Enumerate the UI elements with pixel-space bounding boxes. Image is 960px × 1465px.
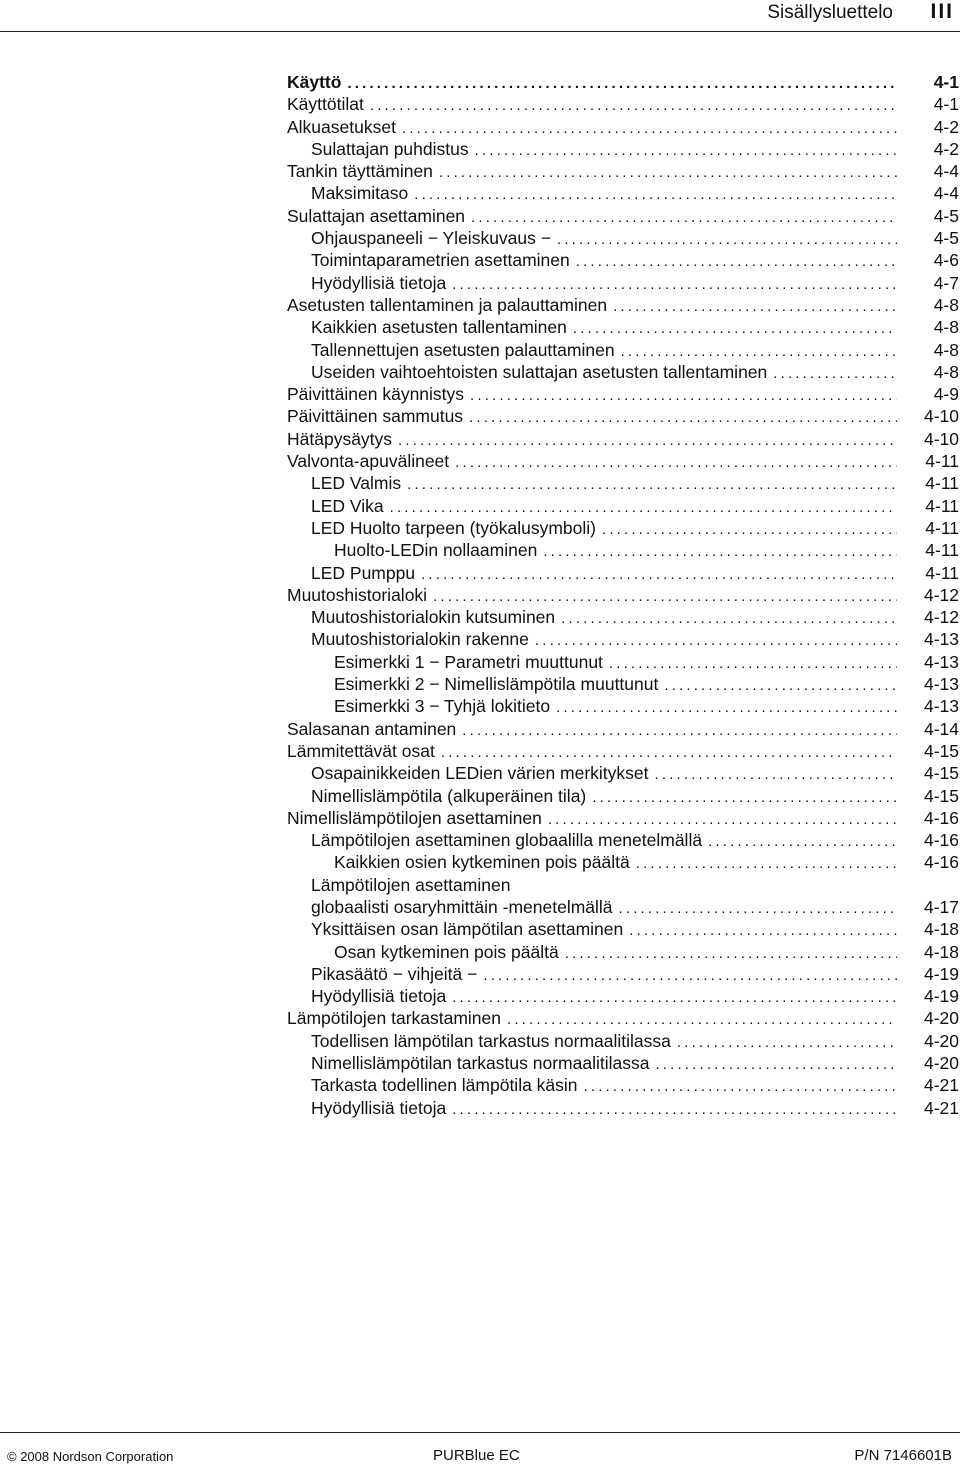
toc-entry-page: 4-13 — [923, 696, 959, 717]
toc-entry[interactable] — [287, 1030, 959, 1052]
toc-entry-page: 4-4 — [933, 161, 959, 182]
toc-entry[interactable] — [287, 740, 959, 762]
toc-entry[interactable] — [287, 896, 959, 918]
header-rule — [0, 31, 960, 32]
toc-entry-page: 4-13 — [923, 629, 959, 650]
footer-part-number: P/N 7146601B — [854, 1447, 952, 1464]
toc-entry[interactable] — [287, 673, 959, 695]
toc-entry-title: Nimellislämpötilan tarkastus normaalitilassa — [311, 1053, 650, 1074]
toc-entry-page: 4-16 — [923, 852, 959, 873]
toc-entry-title: Käyttö — [287, 72, 342, 92]
toc-entry-page: 4-21 — [923, 1075, 959, 1096]
toc-entry[interactable] — [287, 205, 959, 227]
toc-entry-page: 4-11 — [925, 562, 959, 583]
toc-entry-page: 4-8 — [933, 339, 959, 360]
dot-leader — [452, 1099, 897, 1119]
toc-entry-title: Hätäpysäytys — [287, 428, 393, 449]
dot-leader — [462, 720, 897, 740]
dot-leader — [469, 407, 897, 427]
dot-leader — [561, 608, 897, 628]
toc-entry[interactable] — [287, 874, 959, 896]
toc-entry-title: Esimerkki 3 − Tyhjä lokitieto — [334, 696, 551, 717]
dot-leader — [475, 140, 897, 160]
dot-leader — [398, 430, 897, 450]
toc-entry[interactable] — [287, 405, 959, 427]
toc-entry[interactable] — [287, 116, 959, 138]
toc-entry-page: 4-16 — [923, 830, 959, 851]
toc-entry[interactable] — [287, 93, 959, 115]
toc-entry[interactable] — [287, 495, 959, 517]
toc-entry[interactable] — [287, 227, 959, 249]
toc-entry-page: 4-11 — [925, 473, 959, 494]
toc-entry-title: Kaikkien osien kytkeminen pois päältä — [334, 852, 630, 873]
toc-entry-title: Päivittäinen käynnistys — [287, 384, 465, 405]
dot-leader — [629, 920, 897, 940]
toc-entry[interactable] — [287, 160, 959, 182]
dot-leader — [584, 1076, 897, 1096]
toc-entry-title: Alkuasetukset — [287, 116, 396, 137]
toc-entry-title: Lämpötilojen asettaminen globaalilla menetelmällä — [311, 830, 703, 851]
dot-leader — [677, 1032, 897, 1052]
toc-entry-page: 4-4 — [933, 183, 959, 204]
toc-entry-page: 4-20 — [923, 1053, 959, 1074]
dot-leader — [452, 274, 897, 294]
toc-entry-title: Toimintaparametrien asettaminen — [311, 250, 570, 271]
toc-entry[interactable] — [287, 249, 959, 271]
dot-leader — [557, 229, 897, 249]
toc-entry-title: Sulattajan puhdistus — [311, 138, 469, 159]
dot-leader — [471, 207, 897, 227]
dot-leader — [621, 341, 897, 361]
toc-entry[interactable] — [287, 472, 959, 494]
toc-entry[interactable] — [287, 428, 959, 450]
toc-entry-title: LED Huolto tarpeen (työkalusymboli) — [311, 517, 596, 538]
toc-entry[interactable] — [287, 807, 959, 829]
toc-entry-title: globaalisti osaryhmittäin -menetelmällä — [311, 896, 613, 917]
dot-leader — [664, 675, 897, 695]
toc-entry-title: Nimellislämpötila (alkuperäinen tila) — [311, 785, 587, 806]
toc-entry-title: Sulattajan asettaminen — [287, 205, 466, 226]
toc-entry-title: Osapainikkeiden LEDien värien merkitykset — [311, 763, 649, 784]
toc-entry-title: Tallennettujen asetusten palauttaminen — [311, 339, 615, 360]
toc-entry-page: 4-11 — [925, 495, 959, 516]
toc-entry[interactable] — [287, 272, 959, 294]
toc-entry-page: 4-7 — [933, 272, 959, 293]
toc-entry-page: 4-15 — [923, 740, 959, 761]
toc-entry-page: 4-8 — [933, 317, 959, 338]
toc-entry[interactable] — [287, 1074, 959, 1096]
dot-leader — [433, 586, 897, 606]
toc-entry[interactable] — [287, 851, 959, 873]
toc-entry-page: 4-18 — [923, 919, 959, 940]
toc-entry[interactable] — [287, 1097, 959, 1119]
toc-entry[interactable] — [287, 606, 959, 628]
dot-leader — [773, 363, 897, 383]
dot-leader — [655, 1054, 897, 1074]
toc-entry[interactable] — [287, 985, 959, 1007]
toc-entry-page: 4-11 — [925, 540, 959, 561]
dot-leader — [455, 452, 897, 472]
toc-entry[interactable] — [287, 941, 959, 963]
dot-leader — [556, 697, 897, 717]
toc-entry-title: LED Pumppu — [311, 562, 416, 583]
toc-entry-page: 4-12 — [923, 607, 959, 628]
toc-entry[interactable] — [287, 1007, 959, 1029]
toc-entry[interactable] — [287, 963, 959, 985]
toc-entry[interactable] — [287, 138, 959, 160]
toc-entry-title: Maksimitaso — [311, 183, 409, 204]
footer-rule — [0, 1432, 960, 1433]
toc-entry-title: Lämpötilojen tarkastaminen — [287, 1008, 502, 1029]
dot-leader — [421, 564, 897, 584]
toc-entry[interactable] — [287, 294, 959, 316]
toc-entry-page: 4-10 — [923, 428, 959, 449]
toc-entry-page: 4-20 — [923, 1030, 959, 1051]
footer-product-name: PURBlue EC — [433, 1447, 520, 1464]
dot-leader — [507, 1009, 897, 1029]
toc-entry-title: Lämmitettävät osat — [287, 740, 435, 761]
toc-entry-page: 4-19 — [923, 986, 959, 1007]
toc-entry-page: 4-5 — [933, 228, 959, 249]
toc-entry[interactable] — [287, 450, 959, 472]
toc-entry-title: Huolto-LEDin nollaaminen — [334, 540, 538, 561]
toc-entry-page: 4-18 — [923, 941, 959, 962]
dot-leader — [402, 118, 897, 138]
toc-entry-page: 4-8 — [933, 361, 959, 382]
toc-entry-page: 4-9 — [933, 384, 959, 405]
dot-leader — [592, 787, 897, 807]
toc-entry[interactable] — [287, 339, 959, 361]
toc-entry-page: 4-14 — [923, 718, 959, 739]
dot-leader — [708, 831, 897, 851]
toc-entry[interactable] — [287, 829, 959, 851]
toc-entry[interactable] — [287, 71, 959, 93]
toc-entry-title: Pikasäätö − vihjeitä − — [311, 963, 478, 984]
dot-leader — [470, 385, 897, 405]
toc-entry-title: Käyttötilat — [287, 94, 364, 115]
toc-entry-title: Useiden vaihtoehtoisten sulattajan asetusten tallentaminen — [311, 361, 768, 382]
toc-entry[interactable] — [287, 695, 959, 717]
toc-entry-title: LED Vika — [311, 495, 384, 516]
toc-entry-title: Hyödyllisiä tietoja — [311, 986, 447, 1007]
running-header-title: Sisällysluettelo — [767, 2, 893, 23]
dot-leader — [548, 809, 897, 829]
toc-entry-page: 4-6 — [933, 250, 959, 271]
toc-entry[interactable] — [287, 361, 959, 383]
toc-entry-page: 4-5 — [933, 205, 959, 226]
toc-entry-title: Kaikkien asetusten tallentaminen — [311, 317, 567, 338]
toc-entry[interactable] — [287, 383, 959, 405]
toc-entry-page: 4-20 — [923, 1008, 959, 1029]
toc-entry-title: Asetusten tallentaminen ja palauttaminen — [287, 294, 608, 315]
toc-entry-page: 4-13 — [923, 674, 959, 695]
toc-entry-title: Valvonta-apuvälineet — [287, 451, 450, 472]
dot-leader — [609, 653, 897, 673]
footer-copyright: © 2008 Nordson Corporation — [7, 1449, 174, 1464]
toc-entry-page: 4-1 — [933, 72, 959, 92]
toc-entry-title: Ohjauspaneeli − Yleiskuvaus − — [311, 228, 551, 249]
toc-entry-title: Hyödyllisiä tietoja — [311, 1097, 447, 1118]
toc-entry-title: Esimerkki 1 − Parametri muuttunut — [334, 651, 603, 672]
toc-entry-page: 4-10 — [923, 406, 959, 427]
toc-entry-title: Tankin täyttäminen — [287, 161, 433, 182]
table-of-contents — [287, 71, 959, 1119]
toc-entry-page: 4-11 — [925, 451, 959, 472]
dot-leader — [370, 95, 897, 115]
roman-page-number: III — [930, 0, 954, 23]
dot-leader — [576, 251, 897, 271]
toc-entry-title: Lämpötilojen asettaminen — [311, 874, 511, 895]
toc-entry-page: 4-16 — [923, 807, 959, 828]
toc-entry-page: 4-8 — [933, 294, 959, 315]
dot-leader — [636, 853, 897, 873]
toc-entry-page: 4-21 — [923, 1097, 959, 1118]
toc-entry-page: 4-12 — [923, 584, 959, 605]
toc-entry-title: Yksittäisen osan lämpötilan asettaminen — [311, 919, 624, 940]
dot-leader — [535, 630, 897, 650]
toc-entry-title: Todellisen lämpötilan tarkastus normaalitilassa — [311, 1030, 671, 1051]
toc-entry[interactable] — [287, 316, 959, 338]
dot-leader — [414, 184, 897, 204]
dot-leader — [565, 943, 897, 963]
toc-entry-title: Esimerkki 2 − Nimellislämpötila muuttunut — [334, 674, 659, 695]
toc-entry-title: Nimellislämpötilojen asettaminen — [287, 807, 542, 828]
toc-entry-title: LED Valmis — [311, 473, 402, 494]
toc-entry-title: Muutoshistorialoki — [287, 584, 428, 605]
dot-leader — [613, 296, 897, 316]
dot-leader — [439, 162, 897, 182]
toc-entry[interactable] — [287, 918, 959, 940]
toc-entry[interactable] — [287, 584, 959, 606]
toc-entry-page: 4-2 — [933, 138, 959, 159]
toc-entry[interactable] — [287, 182, 959, 204]
toc-entry[interactable] — [287, 1052, 959, 1074]
dot-leader — [347, 73, 897, 93]
dot-leader — [452, 987, 897, 1007]
toc-entry[interactable] — [287, 762, 959, 784]
toc-entry[interactable] — [287, 785, 959, 807]
dot-leader — [573, 318, 897, 338]
toc-entry-title: Muutoshistorialokin kutsuminen — [311, 607, 556, 628]
toc-entry-page: 4-13 — [923, 651, 959, 672]
toc-entry-page: 4-17 — [923, 896, 959, 917]
dot-leader — [407, 474, 897, 494]
dot-leader — [441, 742, 897, 762]
toc-entry-page: 4-11 — [925, 517, 959, 538]
toc-entry-page: 4-2 — [933, 116, 959, 137]
toc-entry[interactable] — [287, 628, 959, 650]
toc-entry-page: 4-1 — [933, 94, 959, 115]
dot-leader — [543, 541, 897, 561]
toc-entry[interactable] — [287, 562, 959, 584]
dot-leader — [483, 965, 897, 985]
toc-entry[interactable] — [287, 539, 959, 561]
toc-entry-page: 4-15 — [923, 785, 959, 806]
dot-leader — [655, 764, 897, 784]
toc-entry-title: Muutoshistorialokin rakenne — [311, 629, 529, 650]
toc-entry-title: Hyödyllisiä tietoja — [311, 272, 447, 293]
toc-entry-title: Osan kytkeminen pois päältä — [334, 941, 559, 962]
toc-entry-page: 4-19 — [923, 963, 959, 984]
toc-entry[interactable] — [287, 718, 959, 740]
toc-entry[interactable] — [287, 651, 959, 673]
toc-entry-title: Tarkasta todellinen lämpötila käsin — [311, 1075, 578, 1096]
toc-entry-title: Salasanan antaminen — [287, 718, 457, 739]
toc-entry-title: Päivittäinen sammutus — [287, 406, 464, 427]
dot-leader — [602, 519, 897, 539]
dot-leader — [619, 898, 897, 918]
toc-entry[interactable] — [287, 517, 959, 539]
dot-leader — [390, 497, 897, 517]
toc-entry-page: 4-15 — [923, 763, 959, 784]
